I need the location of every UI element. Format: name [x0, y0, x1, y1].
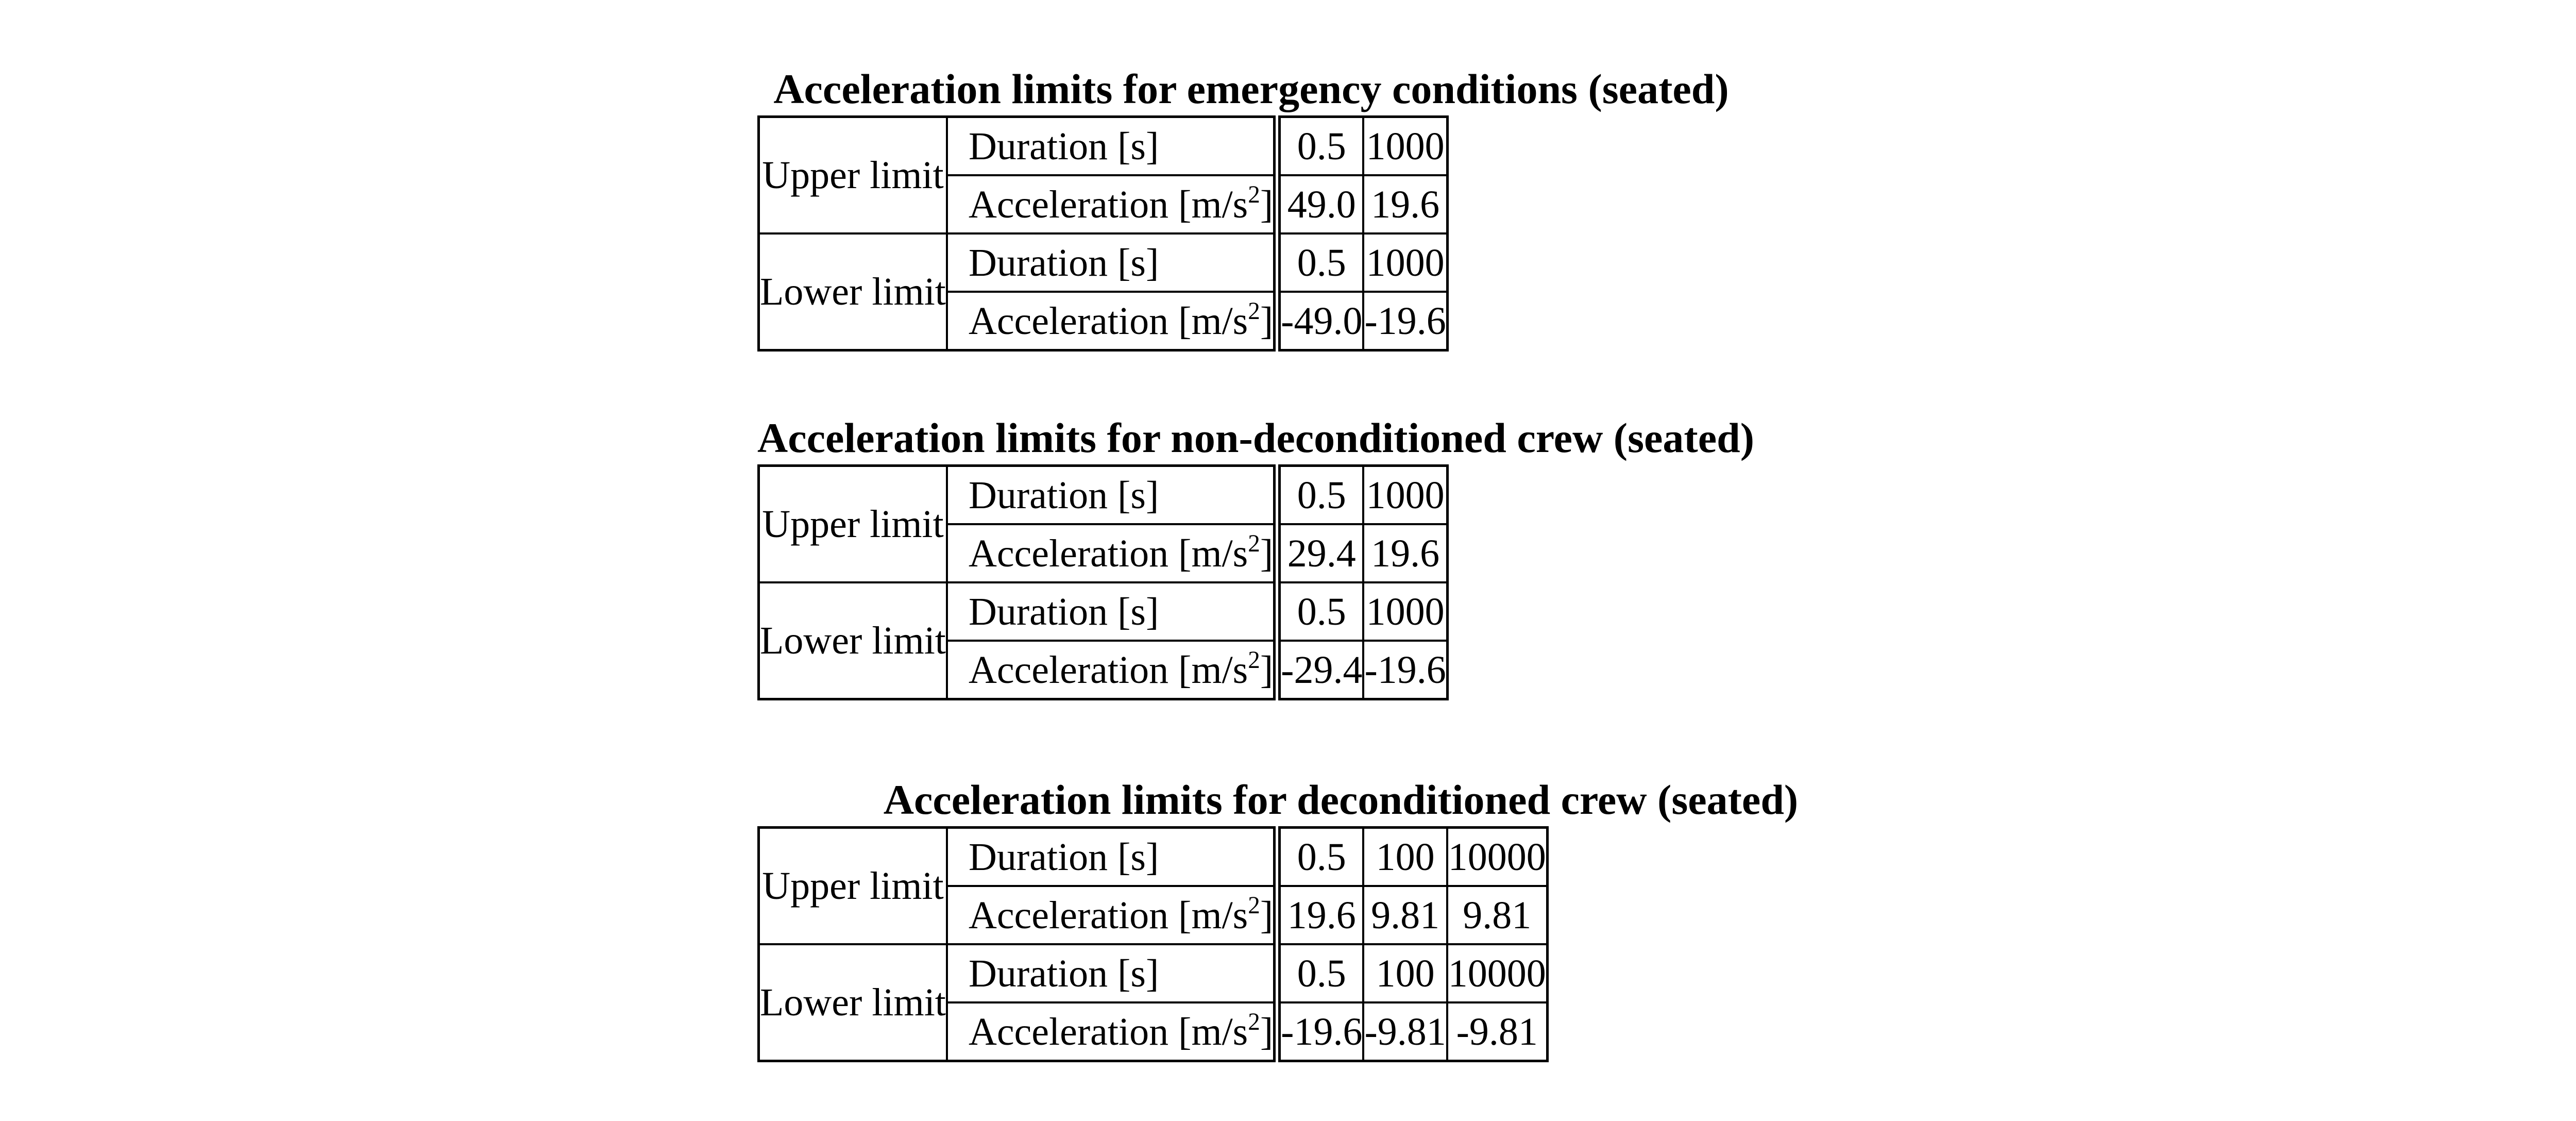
table-row: [759, 828, 1548, 886]
duration-value: 0.5: [1277, 944, 1364, 1002]
table-row: [759, 582, 1448, 641]
acceleration-value: 29.4: [1277, 524, 1364, 582]
acceleration-label: Acceleration $[m/s^2]$: [947, 1002, 1277, 1061]
group-label-lower: Lower limit: [759, 944, 947, 1061]
duration-label: Duration [s]: [947, 466, 1277, 525]
acceleration-limits-table: [757, 464, 1449, 700]
acceleration-value: 9.81: [1447, 886, 1548, 944]
table-title: Acceleration limits for emergency conditions (seated): [773, 65, 1729, 112]
group-label-lower: Lower limit: [759, 233, 947, 350]
duration-value: 0.5: [1277, 582, 1364, 641]
table-title: Acceleration limits for non-deconditioned crew (seated): [757, 414, 1755, 461]
duration-value: 10000: [1447, 828, 1548, 886]
acceleration-value: 19.6: [1277, 886, 1364, 944]
duration-value: 0.5: [1277, 117, 1364, 176]
duration-label: Duration [s]: [947, 944, 1277, 1002]
duration-value: 1000: [1363, 582, 1447, 641]
acceleration-value: -19.6: [1363, 641, 1447, 699]
acceleration-value: 9.81: [1363, 886, 1447, 944]
duration-value: 0.5: [1277, 233, 1364, 292]
table-row: [759, 117, 1448, 176]
duration-value: 1000: [1363, 233, 1447, 292]
acceleration-label: Acceleration $[m/s^2]$: [947, 641, 1277, 699]
acceleration-value: -19.6: [1277, 1002, 1364, 1061]
group-label-upper: Upper limit: [759, 828, 947, 945]
group-label-lower: Lower limit: [759, 582, 947, 699]
table-row: [759, 944, 1548, 1002]
duration-value: 1000: [1363, 466, 1447, 525]
duration-value: 0.5: [1277, 828, 1364, 886]
acceleration-label: Acceleration $[m/s^2]$: [947, 524, 1277, 582]
acceleration-label: Acceleration $[m/s^2]$: [947, 175, 1277, 233]
acceleration-label: Acceleration $[m/s^2]$: [947, 886, 1277, 944]
acceleration-value: -29.4: [1277, 641, 1364, 699]
acceleration-label: Acceleration $[m/s^2]$: [947, 292, 1277, 350]
table-title: Acceleration limits for deconditioned crew (seated): [883, 776, 1799, 823]
acceleration-value: -49.0: [1277, 292, 1364, 350]
duration-value: 0.5: [1277, 466, 1364, 525]
duration-label: Duration [s]: [947, 828, 1277, 886]
acceleration-value: -9.81: [1363, 1002, 1447, 1061]
duration-value: 100: [1363, 944, 1447, 1002]
duration-label: Duration [s]: [947, 233, 1277, 292]
acceleration-value: -9.81: [1447, 1002, 1548, 1061]
duration-label: Duration [s]: [947, 117, 1277, 176]
group-label-upper: Upper limit: [759, 466, 947, 583]
duration-label: Duration [s]: [947, 582, 1277, 641]
acceleration-value: 49.0: [1277, 175, 1364, 233]
duration-value: 10000: [1447, 944, 1548, 1002]
acceleration-value: 19.6: [1363, 524, 1447, 582]
acceleration-value: 19.6: [1363, 175, 1447, 233]
duration-value: 1000: [1363, 117, 1447, 176]
acceleration-limits-table: [757, 115, 1449, 352]
table-row: [759, 233, 1448, 292]
acceleration-limits-table: [757, 826, 1549, 1062]
duration-value: 100: [1363, 828, 1447, 886]
acceleration-value: -19.6: [1363, 292, 1447, 350]
group-label-upper: Upper limit: [759, 117, 947, 234]
table-row: [759, 466, 1448, 525]
